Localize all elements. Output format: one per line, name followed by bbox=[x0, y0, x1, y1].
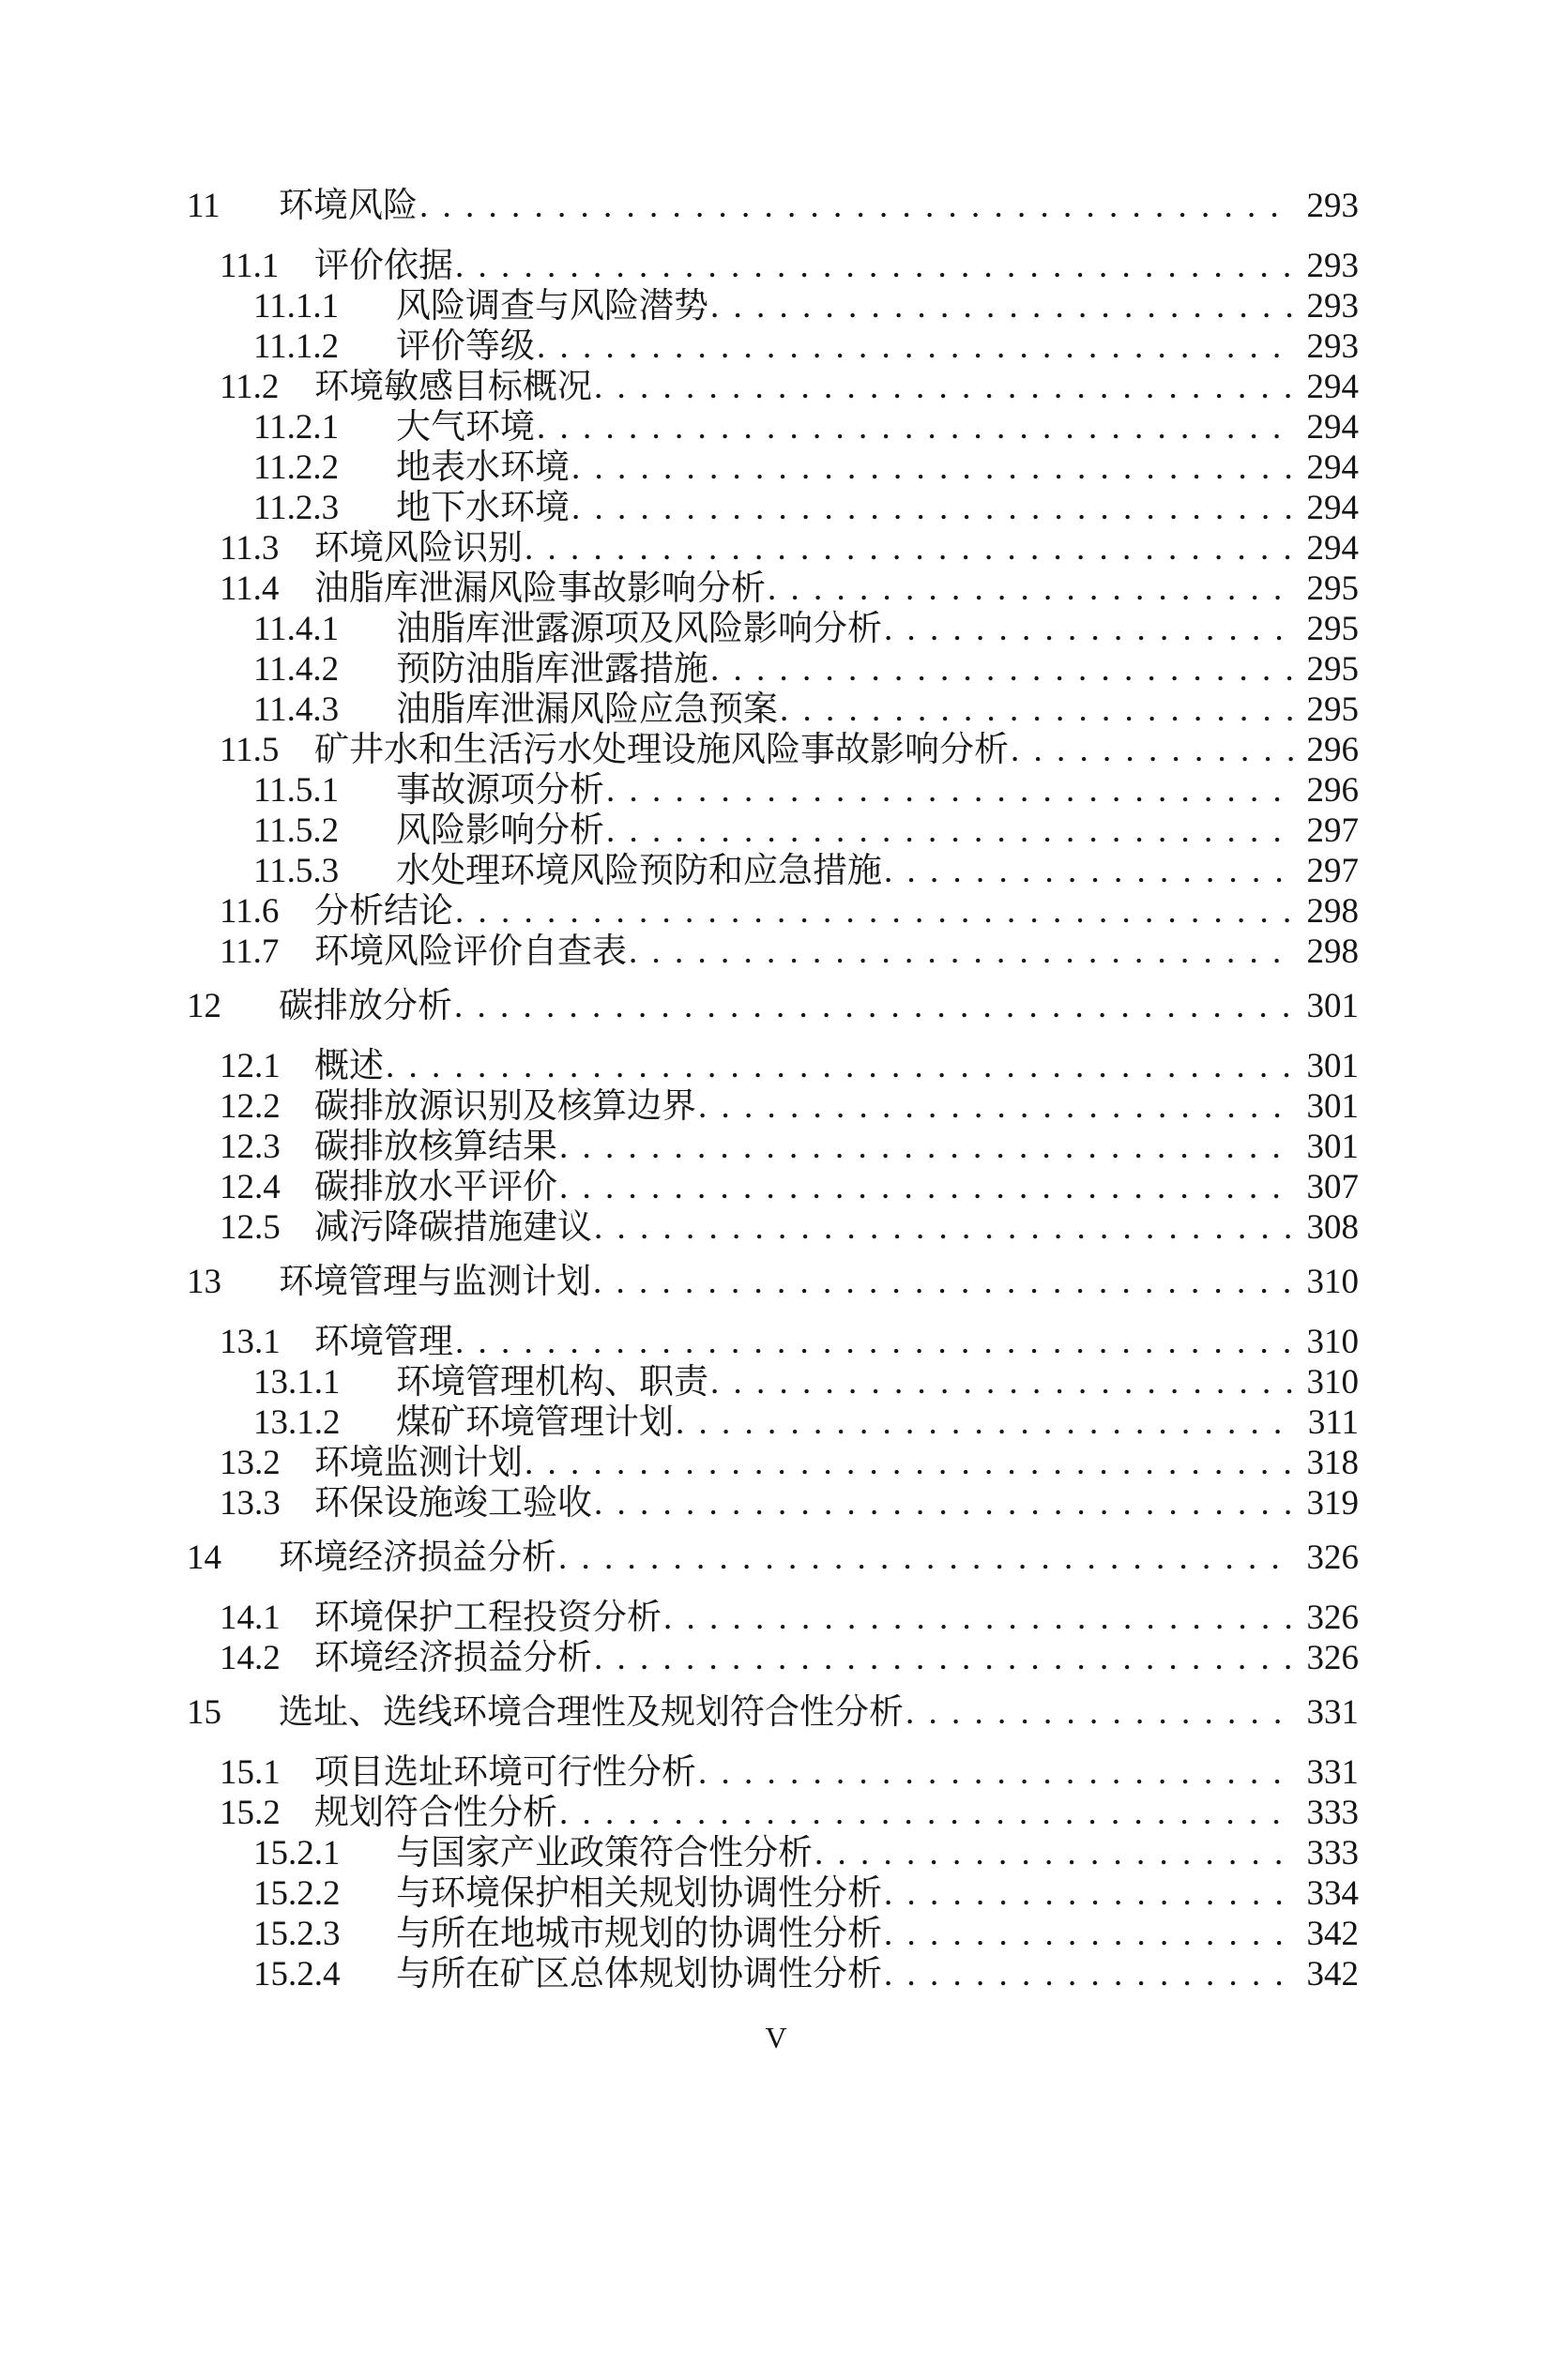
toc-entry-number: 11.2.1 bbox=[253, 408, 340, 447]
toc-entry-page: 298 bbox=[1306, 932, 1359, 971]
toc-dot-leader bbox=[768, 568, 1293, 609]
toc-entry[interactable] bbox=[0, 326, 1552, 367]
toc-dot-leader bbox=[455, 246, 1293, 286]
toc-entry[interactable] bbox=[0, 286, 1552, 326]
toc-entry-title: 碳排放核算结果 bbox=[314, 1128, 557, 1166]
toc-entry-number: 11.4.3 bbox=[253, 690, 340, 729]
toc-entry-title: 与环境保护相关规划协调性分析 bbox=[396, 1874, 882, 1913]
toc-entry[interactable] bbox=[0, 932, 1552, 972]
toc-entry-page: 296 bbox=[1306, 731, 1359, 769]
toc-entry-title: 油脂库泄漏风险应急预案 bbox=[396, 690, 778, 729]
toc-entry-page: 333 bbox=[1306, 1794, 1359, 1832]
toc-entry-title: 与国家产业政策符合性分析 bbox=[396, 1834, 813, 1872]
toc-entry-page: 293 bbox=[1306, 247, 1359, 285]
toc-entry-page: 331 bbox=[1306, 1753, 1359, 1792]
toc-dot-leader bbox=[676, 1402, 1293, 1443]
toc-entry-title: 环境管理与监测计划 bbox=[279, 1263, 591, 1301]
toc-entry-number: 11.1 bbox=[220, 247, 280, 285]
toc-entry-page: 308 bbox=[1306, 1208, 1359, 1247]
toc-dot-leader bbox=[710, 1362, 1293, 1402]
toc-entry[interactable] bbox=[0, 528, 1552, 568]
toc-entry-title: 事故源项分析 bbox=[396, 771, 604, 810]
toc-entry[interactable] bbox=[0, 488, 1552, 528]
toc-entry[interactable] bbox=[0, 1362, 1552, 1402]
toc-entry[interactable] bbox=[0, 1262, 1552, 1302]
toc-dot-leader bbox=[571, 488, 1293, 528]
toc-entry-title: 环境风险评价自查表 bbox=[314, 932, 627, 971]
page-footer bbox=[0, 2019, 1552, 2056]
toc-dot-leader bbox=[455, 891, 1293, 932]
toc-entry-page: 294 bbox=[1306, 368, 1359, 406]
toc-dot-leader bbox=[698, 1086, 1293, 1127]
toc-dot-leader bbox=[559, 1127, 1293, 1167]
toc-entry-title: 环境风险 bbox=[279, 187, 418, 225]
toc-entry-number: 12.1 bbox=[220, 1047, 281, 1085]
toc-entry-number: 11.5.1 bbox=[253, 771, 340, 810]
toc-entry-page: 334 bbox=[1306, 1874, 1359, 1913]
toc-entry[interactable] bbox=[0, 1638, 1552, 1678]
toc-entry-number: 13 bbox=[187, 1263, 221, 1301]
toc-entry-title: 评价依据 bbox=[314, 247, 453, 285]
toc-entry-title: 煤矿环境管理计划 bbox=[396, 1403, 674, 1442]
toc-entry-page: 342 bbox=[1306, 1915, 1359, 1953]
toc-entry-number: 11.1.1 bbox=[253, 287, 340, 326]
toc-entry-page: 298 bbox=[1306, 892, 1359, 931]
toc-entry-number: 11.2 bbox=[220, 368, 280, 406]
toc-entry-title: 环境管理 bbox=[314, 1323, 453, 1361]
toc-entry-page: 310 bbox=[1306, 1263, 1359, 1301]
toc-entry-page: 295 bbox=[1306, 569, 1359, 608]
toc-entry-number: 11.5.3 bbox=[253, 852, 340, 890]
toc-entry-number: 15.2.3 bbox=[253, 1915, 341, 1953]
toc-entry-title: 概述 bbox=[314, 1047, 384, 1085]
toc-entry-number: 11.5 bbox=[220, 731, 280, 769]
toc-entry-title: 地下水环境 bbox=[396, 489, 570, 527]
toc-dot-leader bbox=[1011, 730, 1293, 770]
toc-entry-title: 风险影响分析 bbox=[396, 811, 604, 850]
toc-entry-page: 293 bbox=[1306, 327, 1359, 366]
toc-entry-page: 295 bbox=[1306, 690, 1359, 729]
toc-entry-number: 15.1 bbox=[220, 1753, 281, 1792]
toc-entry-page: 297 bbox=[1306, 811, 1359, 850]
toc-entry[interactable] bbox=[0, 367, 1552, 407]
toc-entry-title: 风险调查与风险潜势 bbox=[396, 287, 708, 326]
toc-entry-page: 294 bbox=[1306, 489, 1359, 527]
toc-entry-number: 12.2 bbox=[220, 1087, 281, 1126]
toc-entry-number: 12 bbox=[187, 987, 221, 1025]
toc-entry-number: 13.2 bbox=[220, 1444, 281, 1482]
toc-dot-leader bbox=[454, 986, 1293, 1026]
toc-dot-leader bbox=[780, 690, 1293, 730]
toc-entry-title: 环境管理机构、职责 bbox=[396, 1363, 708, 1402]
toc-entry[interactable] bbox=[0, 649, 1552, 690]
toc-entry[interactable] bbox=[0, 730, 1552, 770]
toc-dot-leader bbox=[455, 1322, 1293, 1362]
toc-entry-page: 310 bbox=[1306, 1363, 1359, 1402]
toc-entry[interactable] bbox=[0, 1793, 1552, 1833]
toc-list bbox=[0, 186, 1552, 1994]
toc-entry-title: 项目选址环境可行性分析 bbox=[314, 1753, 696, 1792]
toc-entry-title: 评价等级 bbox=[396, 327, 535, 366]
toc-entry-page: 294 bbox=[1306, 408, 1359, 447]
toc-entry-number: 12.5 bbox=[220, 1208, 281, 1247]
toc-dot-leader bbox=[419, 186, 1293, 226]
toc-entry-number: 13.1 bbox=[220, 1323, 281, 1361]
toc-entry-title: 环境保护工程投资分析 bbox=[314, 1599, 662, 1637]
toc-dot-leader bbox=[884, 851, 1293, 891]
toc-entry[interactable] bbox=[0, 1127, 1552, 1167]
toc-dot-leader bbox=[537, 407, 1293, 447]
toc-entry-page: 301 bbox=[1306, 1087, 1359, 1126]
toc-entry[interactable] bbox=[0, 1167, 1552, 1207]
toc-dot-leader bbox=[594, 1207, 1293, 1248]
toc-entry-page: 318 bbox=[1306, 1444, 1359, 1482]
toc-entry-page: 331 bbox=[1306, 1693, 1359, 1732]
toc-entry[interactable] bbox=[0, 1873, 1552, 1914]
toc-entry-title: 水处理环境风险预防和应急措施 bbox=[396, 852, 882, 890]
toc-dot-leader bbox=[386, 1046, 1293, 1086]
toc-dot-leader bbox=[594, 1483, 1293, 1524]
toc-entry-page: 301 bbox=[1306, 1047, 1359, 1085]
toc-entry[interactable] bbox=[0, 690, 1552, 730]
toc-entry[interactable] bbox=[0, 1483, 1552, 1524]
toc-entry-title: 油脂库泄露源项及风险影响分析 bbox=[396, 610, 882, 648]
toc-entry-title: 选址、选线环境合理性及规划符合性分析 bbox=[279, 1693, 904, 1732]
toc-entry-number: 11.5.2 bbox=[253, 811, 340, 850]
toc-entry-number: 15.2.2 bbox=[253, 1874, 341, 1913]
toc-entry-page: 301 bbox=[1306, 987, 1359, 1025]
toc-entry-number: 14 bbox=[187, 1539, 221, 1577]
toc-entry[interactable] bbox=[0, 1598, 1552, 1638]
toc-dot-leader bbox=[571, 447, 1293, 488]
toc-entry-number: 11.2.3 bbox=[253, 489, 340, 527]
toc-entry-page: 295 bbox=[1306, 610, 1359, 648]
toc-entry[interactable] bbox=[0, 986, 1552, 1026]
toc-entry[interactable] bbox=[0, 1954, 1552, 1994]
toc-entry-page: 296 bbox=[1306, 771, 1359, 810]
toc-dot-leader bbox=[559, 1793, 1293, 1833]
toc-entry[interactable] bbox=[0, 609, 1552, 649]
toc-dot-leader bbox=[525, 1443, 1293, 1483]
toc-dot-leader bbox=[884, 1954, 1293, 1994]
toc-entry[interactable] bbox=[0, 1538, 1552, 1578]
toc-dot-leader bbox=[710, 649, 1293, 690]
toc-entry[interactable] bbox=[0, 1752, 1552, 1793]
toc-entry-page: 295 bbox=[1306, 650, 1359, 689]
toc-entry-page: 297 bbox=[1306, 852, 1359, 890]
toc-dot-leader bbox=[884, 609, 1293, 649]
toc-dot-leader bbox=[698, 1752, 1293, 1793]
toc-dot-leader bbox=[905, 1692, 1293, 1733]
toc-entry-page: 301 bbox=[1306, 1128, 1359, 1166]
toc-entry[interactable] bbox=[0, 1833, 1552, 1873]
toc-entry-title: 地表水环境 bbox=[396, 448, 570, 487]
toc-entry-number: 11.3 bbox=[220, 529, 280, 568]
toc-entry-page: 326 bbox=[1306, 1539, 1359, 1577]
toc-dot-leader bbox=[606, 811, 1293, 851]
toc-entry[interactable] bbox=[0, 1914, 1552, 1954]
toc-entry[interactable] bbox=[0, 186, 1552, 226]
toc-entry-page: 333 bbox=[1306, 1834, 1359, 1872]
toc-dot-leader bbox=[710, 286, 1293, 326]
toc-entry-number: 11.7 bbox=[220, 932, 280, 971]
toc-entry[interactable] bbox=[0, 770, 1552, 811]
toc-entry-title: 与所在矿区总体规划协调性分析 bbox=[396, 1955, 882, 1993]
toc-entry[interactable] bbox=[0, 1692, 1552, 1733]
toc-dot-leader bbox=[884, 1914, 1293, 1954]
toc-entry[interactable] bbox=[0, 1086, 1552, 1127]
toc-dot-leader bbox=[525, 528, 1293, 568]
toc-entry-page: 293 bbox=[1306, 187, 1359, 225]
toc-entry-number: 15.2 bbox=[220, 1794, 281, 1832]
toc-entry[interactable] bbox=[0, 246, 1552, 286]
toc-entry-page: 326 bbox=[1306, 1639, 1359, 1677]
toc-entry-title: 矿井水和生活污水处理设施风险事故影响分析 bbox=[314, 731, 1009, 769]
toc-entry[interactable] bbox=[0, 851, 1552, 891]
toc-entry[interactable] bbox=[0, 1046, 1552, 1086]
toc-entry-number: 15.2.1 bbox=[253, 1834, 341, 1872]
toc-entry-number: 15 bbox=[187, 1693, 221, 1732]
toc-entry[interactable] bbox=[0, 891, 1552, 932]
toc-entry-number: 11.6 bbox=[220, 892, 280, 931]
toc-entry-number: 14.2 bbox=[220, 1639, 281, 1677]
toc-entry-number: 12.4 bbox=[220, 1168, 281, 1206]
toc-entry[interactable] bbox=[0, 447, 1552, 488]
toc-dot-leader bbox=[594, 367, 1293, 407]
toc-entry-title: 油脂库泄漏风险事故影响分析 bbox=[314, 569, 766, 608]
toc-entry-number: 11 bbox=[187, 187, 221, 225]
toc-entry-title: 碳排放源识别及核算边界 bbox=[314, 1087, 696, 1126]
toc-entry[interactable] bbox=[0, 407, 1552, 447]
toc-entry-title: 环境风险识别 bbox=[314, 529, 523, 568]
toc-entry-page: 311 bbox=[1307, 1403, 1359, 1442]
toc-dot-leader bbox=[594, 1638, 1293, 1678]
toc-dot-leader bbox=[559, 1167, 1293, 1207]
toc-entry-title: 大气环境 bbox=[396, 408, 535, 447]
toc-entry-number: 13.3 bbox=[220, 1484, 281, 1523]
toc-entry-page: 342 bbox=[1306, 1955, 1359, 1993]
toc-entry-title: 减污降碳措施建议 bbox=[314, 1208, 592, 1247]
footer-page-number: V bbox=[765, 2021, 787, 2054]
toc-dot-leader bbox=[814, 1833, 1293, 1873]
toc-dot-leader bbox=[606, 770, 1293, 811]
toc-dot-leader bbox=[558, 1538, 1293, 1578]
toc-entry-number: 14.1 bbox=[220, 1599, 281, 1637]
toc-entry-number: 15.2.4 bbox=[253, 1955, 341, 1993]
toc-entry-number: 11.2.2 bbox=[253, 448, 340, 487]
toc-dot-leader bbox=[884, 1873, 1293, 1914]
toc-entry-title: 分析结论 bbox=[314, 892, 453, 931]
toc-dot-leader bbox=[593, 1262, 1293, 1302]
toc-dot-leader bbox=[629, 932, 1293, 972]
toc-entry-title: 碳排放分析 bbox=[279, 987, 452, 1025]
toc-entry-title: 预防油脂库泄露措施 bbox=[396, 650, 708, 689]
toc-entry[interactable] bbox=[0, 1402, 1552, 1443]
toc-entry[interactable] bbox=[0, 811, 1552, 851]
toc-entry-number: 11.4 bbox=[220, 569, 280, 608]
toc-entry-page: 326 bbox=[1306, 1599, 1359, 1637]
toc-entry-page: 319 bbox=[1306, 1484, 1359, 1523]
toc-entry-number: 11.1.2 bbox=[253, 327, 340, 366]
toc-entry-title: 环境经济损益分析 bbox=[279, 1539, 556, 1577]
toc-dot-leader bbox=[537, 326, 1293, 367]
toc-entry-page: 310 bbox=[1306, 1323, 1359, 1361]
toc-entry[interactable] bbox=[0, 1322, 1552, 1362]
toc-entry-number: 12.3 bbox=[220, 1128, 281, 1166]
toc-dot-leader bbox=[663, 1598, 1293, 1638]
toc-entry-number: 11.4.2 bbox=[253, 650, 340, 689]
toc-entry-title: 环境经济损益分析 bbox=[314, 1639, 592, 1677]
toc-entry-page: 294 bbox=[1306, 529, 1359, 568]
toc-entry[interactable] bbox=[0, 1207, 1552, 1248]
toc-entry-number: 13.1.1 bbox=[253, 1363, 341, 1402]
toc-entry-page: 293 bbox=[1306, 287, 1359, 326]
toc-entry-title: 环境敏感目标概况 bbox=[314, 368, 592, 406]
toc-entry-number: 11.4.1 bbox=[253, 610, 340, 648]
toc-entry-page: 294 bbox=[1306, 448, 1359, 487]
toc-entry[interactable] bbox=[0, 1443, 1552, 1483]
toc-entry-page: 307 bbox=[1306, 1168, 1359, 1206]
toc-entry-title: 环境监测计划 bbox=[314, 1444, 523, 1482]
toc-entry-number: 13.1.2 bbox=[253, 1403, 341, 1442]
toc-entry-title: 环保设施竣工验收 bbox=[314, 1484, 592, 1523]
toc-entry-title: 规划符合性分析 bbox=[314, 1794, 557, 1832]
toc-entry-title: 碳排放水平评价 bbox=[314, 1168, 557, 1206]
toc-entry-title: 与所在地城市规划的协调性分析 bbox=[396, 1915, 882, 1953]
toc-entry[interactable] bbox=[0, 568, 1552, 609]
